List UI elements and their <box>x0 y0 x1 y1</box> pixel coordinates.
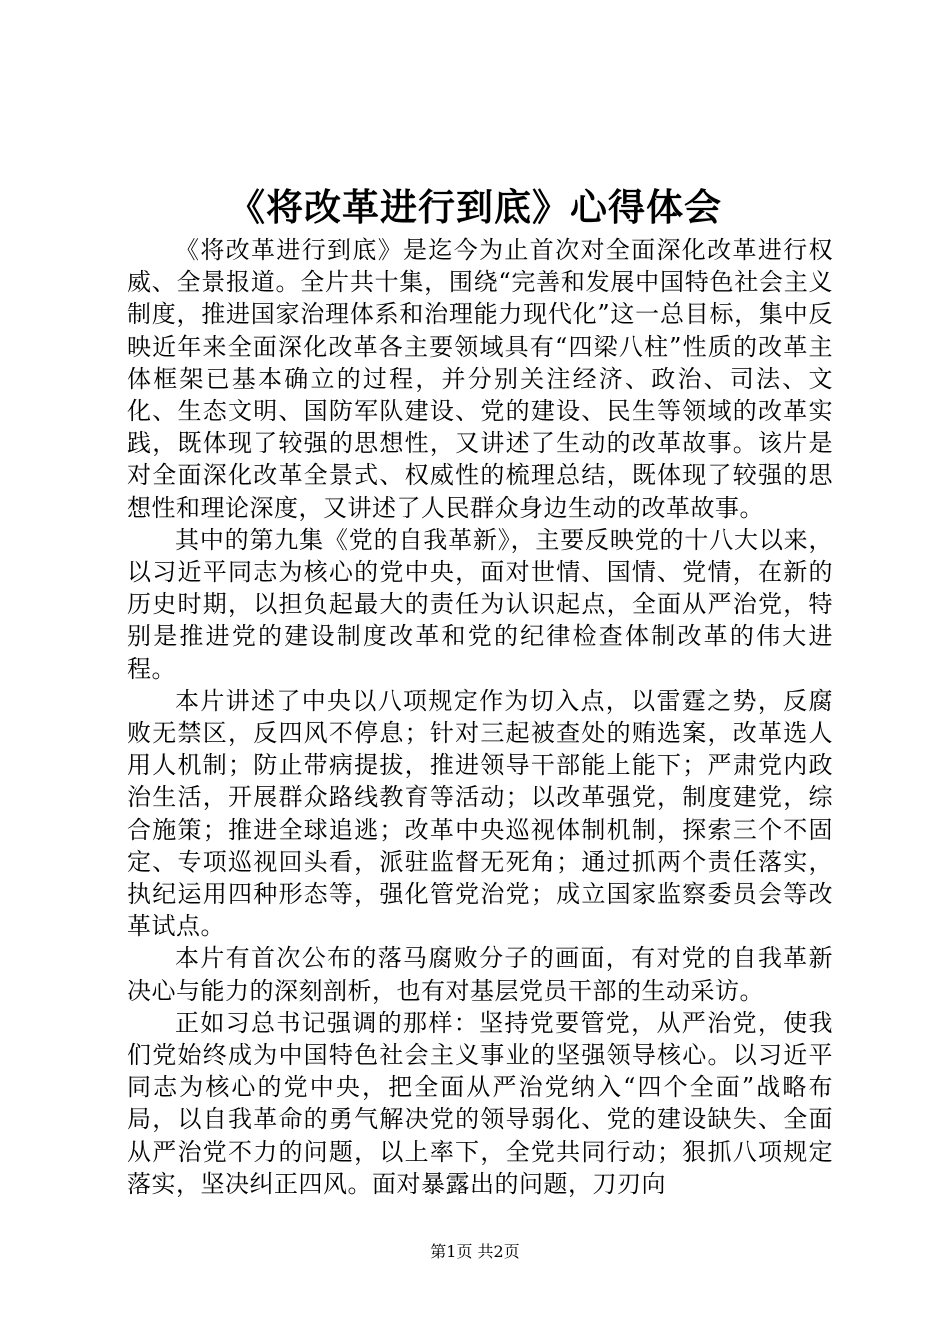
paragraph-1: 《将改革进行到底》是迄今为止首次对全面深化改革进行权威、全景报道。全片共十集，围绕“完善和发展中国特色社会主义制度，推进国家治理体系和治理能力现代化”这一总目标，集中反映近年来全面深化改革各主要领域具有“四梁八柱”性质的改革主体框架已基本确立的过程，并分别关注经济、政治、司法、文化、生态文明、国防军队建设、党的建设、民生等领域的改革实践，既体现了较强的思想性，又讲述了生动的改革故事。该片是对全面深化改革全景式、权威性的梳理总结，既体现了较强的思想性和理论深度，又讲述了人民群众身边生动的改革故事。 <box>127 236 833 522</box>
document-body <box>127 234 833 1200</box>
paragraph-4: 本片有首次公布的落马腐败分子的画面，有对党的自我革新决心与能力的深刻剖析，也有对基层党员干部的生动采访。 <box>127 944 833 1005</box>
paragraph-2: 其中的第九集《党的自我革新》，主要反映党的十八大以来，以习近平同志为核心的党中央，面对世情、国情、党情，在新的历史时期，以担负起最大的责任为认识起点，全面从严治党，特别是推进党的建设制度改革和党的纪律检查体制改革的伟大进程。 <box>127 525 833 683</box>
paragraph-5: 正如习总书记强调的那样：坚持党要管党，从严治党，使我们党始终成为中国特色社会主义事业的坚强领导核心。以习近平同志为核心的党中央，把全面从严治党纳入“四个全面”战略布局，以自我革命的勇气解决党的领导弱化、党的建设缺失、全面从严治党不力的问题，以上率下，全党共同行动；狠抓八项规定落实，坚决纠正四风。面对暴露出的问题，刀刃向 <box>127 1008 833 1198</box>
page-number-footer: 第1页 共2页 <box>430 1242 520 1261</box>
document-title: 《将改革进行到底》心得体会 <box>228 185 722 229</box>
paragraph-3: 本片讲述了中央以八项规定作为切入点，以雷霆之势，反腐败无禁区，反四风不停息；针对三起被查处的贿选案，改革选人用人机制；防止带病提拔，推进领导干部能上能下；严肃党内政治生活，开展群众路线教育等活动；以改革强党，制度建党，综合施策；推进全球追逃；改革中央巡视体制机制，探索三个不固定、专项巡视回头看，派驻监督无死角；通过抓两个责任落实，执纪运用四种形态等，强化管党治党；成立国家监察委员会等改革试点。 <box>127 686 833 941</box>
